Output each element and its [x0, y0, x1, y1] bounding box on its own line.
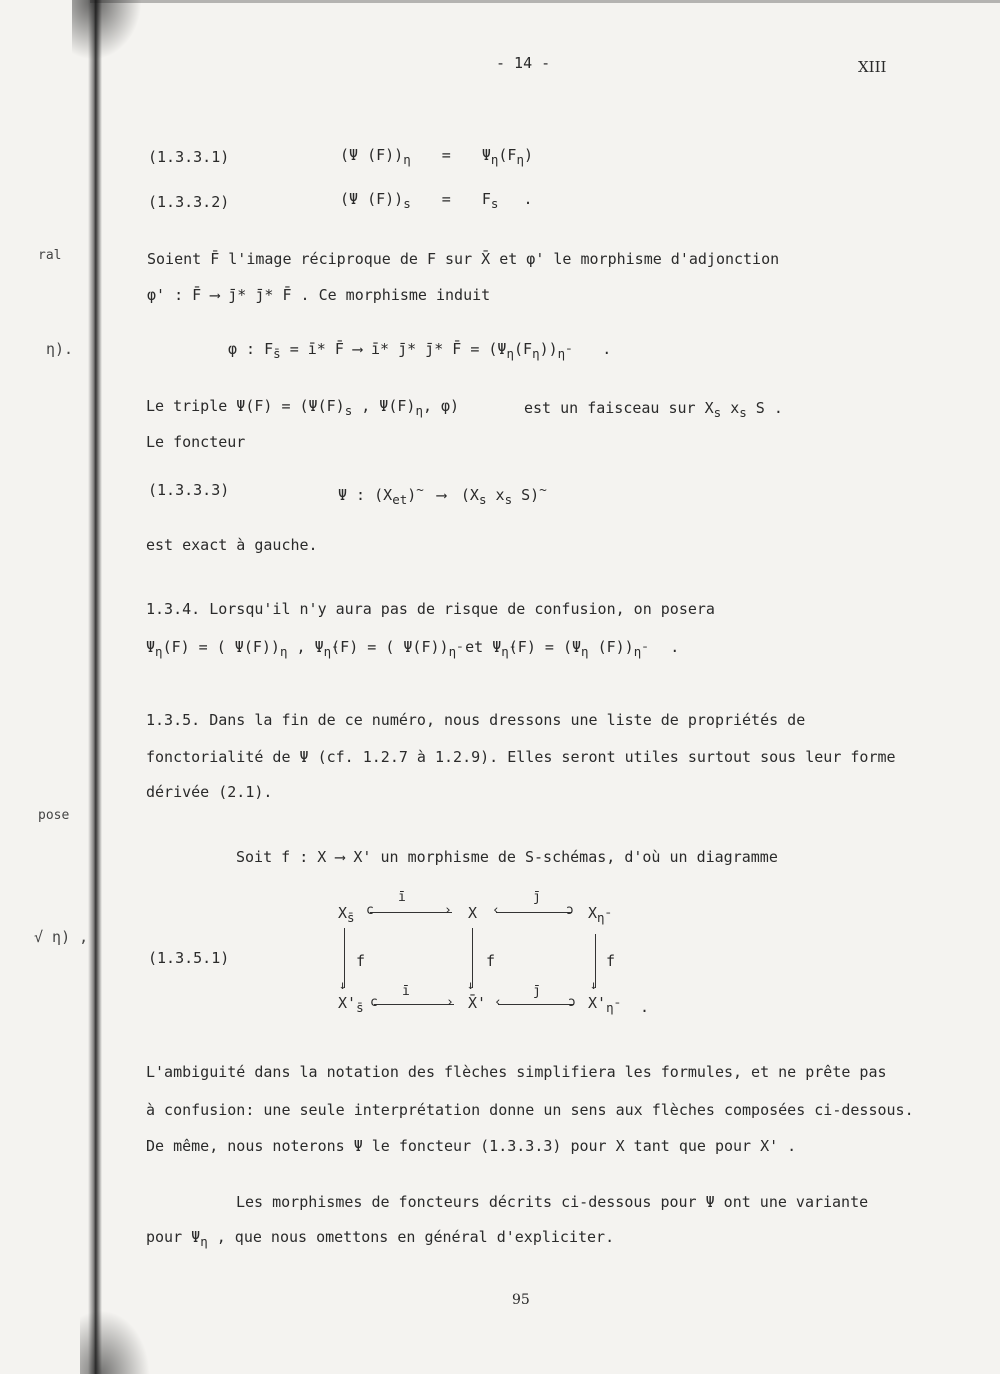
formula-part: )) — [539, 340, 558, 358]
arrowhead-left-icon: ‹ — [494, 995, 502, 1010]
text-sub: η — [155, 644, 163, 659]
para3: est exact à gauche. — [146, 536, 318, 554]
formula-end: . — [602, 340, 612, 358]
arrowhead-right-icon: › — [444, 903, 452, 918]
equation-label-1331: (1.3.3.1) — [148, 148, 230, 166]
text-part: (F) = ( Ψ(F)) — [331, 638, 449, 656]
footer-page-number: 95 — [512, 1292, 530, 1308]
text-sub: η — [581, 644, 589, 659]
formula-sub: s̄ — [273, 346, 281, 361]
text-part: pour Ψ — [146, 1228, 201, 1246]
text-part: et Ψ — [456, 638, 502, 656]
text-part: est un faisceau sur X — [524, 399, 714, 417]
hook-right-icon: ɔ — [568, 995, 576, 1010]
arrow-label-f-mid: f — [486, 952, 496, 970]
eq-lhs-sub: η — [403, 152, 411, 167]
text-part: , φ) — [422, 397, 460, 415]
equation-1331 — [340, 146, 533, 167]
node-top-mid: X — [468, 904, 478, 922]
equation-1332 — [340, 190, 532, 211]
text-part: , Ψ(F) — [352, 397, 416, 415]
arrow-j-bottom — [498, 1004, 574, 1005]
eq-rhs: F — [481, 190, 491, 208]
eq-sign: = — [441, 190, 451, 208]
sec134-line2 — [146, 638, 679, 659]
eq-lhs-sub: et — [392, 492, 408, 507]
margin-note-4: √ η) , — [34, 928, 89, 946]
arrow-label-i-bottom: ī — [402, 984, 410, 999]
node-bottom-mid: X̄' — [468, 994, 487, 1012]
node-sub: s̄ — [356, 1000, 364, 1015]
sec135-line2: fonctorialité de Ψ (cf. 1.2.7 à 1.2.9). Elles seront utiles surtout sous leur forme — [146, 748, 896, 766]
para5-line1: Les morphismes de foncteurs décrits ci-dessous pour Ψ ont une variante — [236, 1193, 869, 1211]
formula-sub: η — [532, 346, 540, 361]
diagram-end: . — [640, 998, 650, 1016]
equation-1333 — [338, 482, 547, 507]
text-part: S . — [746, 399, 783, 417]
eq-sign: = — [441, 146, 451, 164]
text-part: (F)) — [588, 638, 634, 656]
text-sub: η̄ — [633, 644, 642, 659]
arrow-j-top — [496, 912, 572, 913]
node-text: X' — [338, 994, 357, 1012]
text-sub: η̄ — [448, 644, 457, 659]
text-part: (F) = (Ψ — [508, 638, 582, 656]
equation-label-1332: (1.3.3.2) — [148, 193, 230, 211]
node-sub: s̄ — [347, 910, 355, 925]
text-sub: s — [713, 405, 722, 420]
eq-rhs-sub: s — [504, 492, 513, 507]
arrowhead-down-icon: ↓ — [339, 978, 347, 992]
arrowhead-down-icon: ↓ — [590, 978, 598, 992]
eq-lhs-sub: s — [403, 196, 411, 211]
hook-right-icon: ɔ — [566, 903, 574, 918]
text-part: (F) = ( Ψ(F)) — [162, 638, 280, 656]
eq-rhs-sub: s — [490, 196, 499, 211]
node-top-left — [338, 904, 355, 925]
eq-rhs-tail-sub: η — [516, 152, 524, 167]
eq-rhs-close: S) — [512, 486, 540, 504]
eq-rhs-x: x — [486, 486, 505, 504]
arrow-i-top — [370, 912, 452, 913]
arrowhead-left-icon: ‹ — [492, 903, 500, 918]
node-sub: η̄ — [606, 1000, 614, 1015]
margin-note-3: pose — [38, 808, 70, 823]
text-part: x — [721, 399, 740, 417]
binding-shadow-bottom — [80, 1310, 150, 1374]
text-part: , que nous omettons en général d'expliciter. — [207, 1228, 615, 1246]
tilde-mark: ~ — [539, 482, 547, 497]
formula-part: φ : F — [228, 340, 274, 358]
node-bottom-left — [338, 994, 364, 1015]
para4-line2: à confusion: une seule interprétation donne un sens aux flèches composées ci-dessous. — [146, 1101, 914, 1119]
binding-shadow-top — [72, 0, 142, 60]
binding-spine — [88, 0, 102, 1374]
sec135-line4: Soit f : X ⟶ X' un morphisme de S-schémas, d'où un diagramme — [236, 848, 778, 866]
eq-rhs: Ψ — [481, 146, 491, 164]
arrow-label-f-right: f — [606, 952, 616, 970]
node-text: X — [338, 904, 348, 922]
tilde-mark: ~ — [416, 482, 424, 497]
eq-rhs-sub: η — [490, 152, 499, 167]
node-bottom-right — [588, 994, 614, 1015]
eq-rhs-close: ) — [524, 146, 534, 164]
para1-line3 — [228, 340, 611, 361]
text-sub: η̄ — [501, 644, 509, 659]
para2-line1-right — [524, 399, 783, 420]
eq-rhs-sub: s — [478, 492, 487, 507]
arrowhead-down-icon: ↓ — [467, 978, 475, 992]
text-sub: η — [279, 644, 288, 659]
node-text: X' — [588, 994, 607, 1012]
sec134-line1: 1.3.4. Lorsqu'il n'y aura pas de risque de confusion, on posera — [146, 600, 715, 618]
eq-rhs: (X — [460, 486, 479, 504]
page-top-edge — [90, 0, 1000, 3]
node-top-right — [588, 904, 605, 925]
arrow-i-bottom — [374, 1004, 454, 1005]
arrow-label-j-top: j̄ — [533, 890, 541, 905]
text-end: . — [670, 638, 680, 656]
eq-end: . — [523, 190, 533, 208]
node-text: X — [588, 904, 598, 922]
para4-line3: De même, nous noterons Ψ le foncteur (1.3.3.3) pour X tant que pour X' . — [146, 1137, 797, 1155]
text-sub: η — [415, 403, 423, 418]
arrowhead-right-icon: › — [446, 995, 454, 1010]
text-part: Le triple Ψ(F) = (Ψ(F) — [146, 397, 345, 415]
eq-lhs: (Ψ (F)) — [340, 146, 404, 164]
equation-label-1333: (1.3.3.3) — [148, 481, 230, 499]
formula-sub: η — [506, 346, 514, 361]
text-sub: η — [200, 1234, 208, 1249]
sec135-line3: dérivée (2.1). — [146, 783, 273, 801]
para5-line2 — [146, 1228, 614, 1249]
para4-line1: L'ambiguité dans la notation des flèches simplifiera les formules, et ne prête pas — [146, 1063, 887, 1081]
node-sub: η̄ — [597, 910, 605, 925]
para2-line2: Le foncteur — [146, 433, 246, 451]
text-sub: s — [344, 403, 353, 418]
text-sub: η̄ — [323, 644, 332, 659]
hook-left-icon: c — [366, 903, 374, 918]
formula-part: (F — [514, 340, 533, 358]
eq-lhs: Ψ : (X — [338, 486, 393, 504]
text-sub: s — [739, 405, 747, 420]
para1-line1: Soient F̄ l'image réciproque de F sur X̄ et φ' le morphisme d'adjonction — [147, 250, 780, 268]
eq-arrow: ⟶ — [436, 486, 446, 504]
text-part: , Ψ — [287, 638, 324, 656]
margin-note-1: ral — [38, 248, 62, 263]
formula-sub: η̄ — [557, 346, 566, 361]
arrow-label-f-left: f — [356, 952, 366, 970]
formula-part: = ī* F̄ ⟶ ī* j̄* j̄* F̄ = (Ψ — [280, 340, 507, 358]
text-part: Ψ — [146, 638, 156, 656]
hook-left-icon: c — [370, 995, 378, 1010]
page-header-number: - 14 - — [496, 54, 551, 72]
eq-lhs: (Ψ (F)) — [340, 190, 404, 208]
eq-lhs-close: ) — [407, 486, 417, 504]
arrow-label-i-top: ī — [398, 890, 406, 905]
section-header: XIII — [858, 58, 887, 76]
arrow-label-j-bottom: j̄ — [533, 984, 541, 999]
para1-line2: φ' : F̄ ⟶ j̄* j̄* F̄ . Ce morphisme induit — [147, 286, 491, 304]
eq-rhs-tail: (F — [498, 146, 517, 164]
diagram-label: (1.3.5.1) — [148, 949, 230, 967]
sec135-line1: 1.3.5. Dans la fin de ce numéro, nous dressons une liste de propriétés de — [146, 711, 806, 729]
margin-note-2: η). — [46, 340, 74, 358]
para2-line1-left — [146, 397, 459, 418]
